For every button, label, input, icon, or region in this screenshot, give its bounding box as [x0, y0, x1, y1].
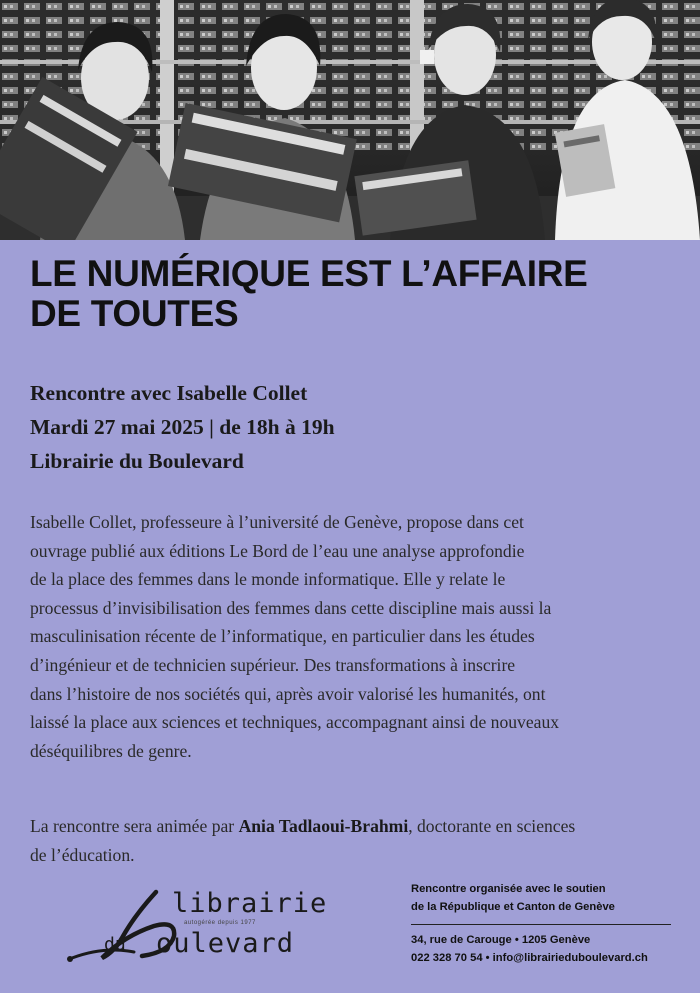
- logo-word-oulevard: oulevard: [156, 928, 295, 959]
- librairie-logo: [64, 886, 328, 966]
- event-details: [30, 376, 335, 478]
- moderation-note: [30, 812, 680, 869]
- sponsor-note: [411, 880, 615, 916]
- contact-phone-email: 022 328 70 54 • info@librairieduboulevard.ch: [411, 952, 648, 964]
- event-venue: Librairie du Boulevard: [30, 449, 244, 473]
- event-subtitle: Rencontre avec Isabelle Collet: [30, 381, 308, 405]
- title-line-1: LE NUMÉRIQUE EST L’AFFAIRE: [30, 253, 588, 294]
- contact-info: [411, 931, 648, 967]
- logo-word-librairie: librairie: [172, 888, 328, 919]
- description-line: masculinisation récente de l’informatique, en particulier dans les études: [30, 626, 535, 647]
- description-line: ouvrage publié aux éditions Le Bord de l’eau une analyse approfondie: [30, 540, 525, 561]
- divider: [411, 924, 671, 925]
- description-line: dans l’histoire de nos sociétés qui, après avoir valorisé les humanités, ont: [30, 683, 546, 704]
- description-line: de la place des femmes dans le monde informatique. Elle y relate le: [30, 569, 506, 590]
- contact-address: 34, rue de Carouge • 1205 Genève: [411, 934, 591, 946]
- event-description: [30, 508, 680, 765]
- logo-word-du: du: [104, 934, 126, 955]
- page-title: [30, 254, 680, 334]
- moderation-prefix: La rencontre sera animée par: [30, 816, 239, 836]
- description-line: d’ingénieur et de technicien supérieur. Des transformations à inscrire: [30, 654, 516, 675]
- moderation-line-1: [30, 812, 680, 841]
- sponsor-line-1: Rencontre organisée avec le soutien: [411, 883, 606, 895]
- header-photo: [0, 0, 700, 240]
- moderation-suffix: , doctorante en sciences: [408, 816, 576, 836]
- description-line: processus d’invisibilisation des femmes dans cette discipline mais aussi la: [30, 597, 552, 618]
- description-line: déséquilibres de genre.: [30, 740, 192, 761]
- description-line: laissé la place aux sciences et techniques, accompagnant ainsi de nouveaux: [30, 712, 560, 733]
- moderator-name: Ania Tadlaoui-Brahmi: [238, 816, 409, 836]
- description-line: Isabelle Collet, professeure à l’université de Genève, propose dans cet: [30, 512, 524, 532]
- logo-tagline: autogérée depuis 1977: [184, 920, 256, 926]
- moderation-line-2: de l’éducation.: [30, 844, 135, 865]
- event-date: Mardi 27 mai 2025 | de 18h à 19h: [30, 415, 335, 439]
- title-line-2: DE TOUTES: [30, 293, 239, 334]
- sponsor-line-2: de la République et Canton de Genève: [411, 901, 615, 913]
